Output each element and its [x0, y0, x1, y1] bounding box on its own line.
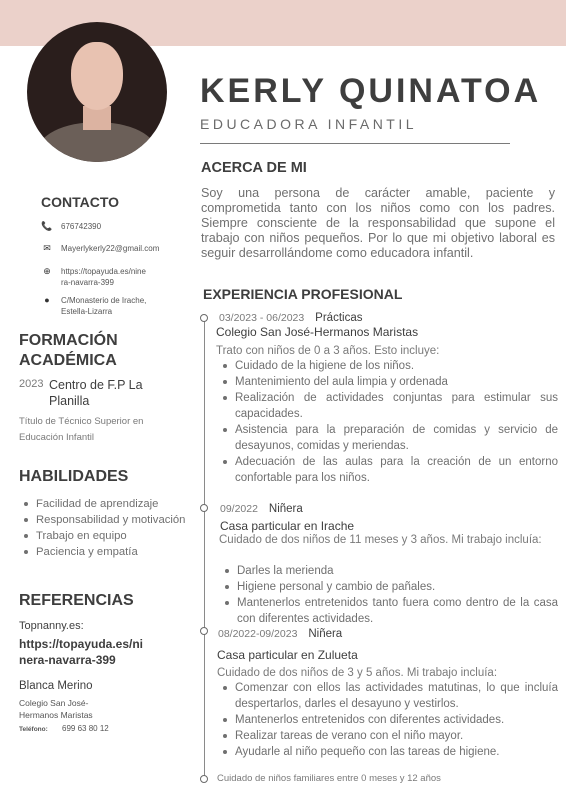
timeline-dot: [200, 314, 208, 322]
reference-person: Blanca Merino: [19, 680, 93, 692]
job-task: Cuidado de la higiene de los niños.: [218, 358, 558, 374]
contact-phone-text[interactable]: 676742390: [61, 222, 102, 231]
globe-icon: ⊕: [43, 266, 51, 276]
candidate-name: KERLY QUINATOA: [200, 72, 542, 110]
education-school: [49, 377, 143, 409]
references-link[interactable]: [19, 636, 143, 668]
timeline-line: [204, 318, 205, 780]
reference-org-line2: Hermanos Maristas: [19, 710, 93, 720]
references-heading: REFERENCIAS: [19, 592, 134, 609]
photo-face: [71, 42, 123, 110]
education-degree-line2: Educación Infantil: [19, 432, 94, 443]
job-task: Realizar tareas de verano con el niño mayor.: [218, 728, 558, 744]
contact-address-text: C/Monasterio de Irache, Estella-Lizarra: [61, 296, 147, 316]
job-description: Cuidado de dos niños de 11 meses y 3 años. Mi trabajo incluía:: [219, 534, 542, 546]
job-date: 09/2022: [220, 503, 258, 515]
skills-heading: HABILIDADES: [19, 468, 129, 485]
contact-phone: [41, 221, 101, 232]
job-type: Prácticas: [315, 312, 363, 324]
job-type: Niñera: [268, 503, 303, 515]
timeline-dot: [200, 775, 208, 783]
job-tasks: [220, 563, 558, 627]
reference-phone-label: Teléfono:: [19, 726, 48, 733]
job-type: Niñera: [308, 628, 343, 640]
job-place: Casa particular en Irache: [220, 519, 355, 533]
job-description: Cuidado de dos niños de 3 y 5 años. Mi trabajo incluía:: [217, 667, 498, 679]
job-task: Comenzar con ellos las actividades matutinas, lo que incluía despertarlos, darles el desayuno y vestirlos.: [218, 680, 558, 712]
skill-item: Trabajo en equipo: [19, 528, 209, 544]
job-tasks: [218, 680, 558, 760]
references-link-line1[interactable]: https://topayuda.es/ni: [19, 637, 144, 651]
job-meta: [219, 312, 362, 324]
job-task: Realización de actividades conjuntas para estimular sus capacidades.: [218, 390, 558, 422]
contact-email-text[interactable]: Mayerlykerly22@gmail.com: [61, 244, 160, 253]
job-meta: [220, 503, 303, 515]
job-date: 03/2023 - 06/2023: [219, 312, 305, 324]
skill-item: Facilidad de aprendizaje: [19, 496, 209, 512]
education-heading: [19, 331, 118, 371]
reference-org: [19, 697, 93, 721]
education-school-line1: Centro de F.P La: [49, 378, 143, 392]
reference-phone-number[interactable]: 699 63 80 12: [62, 724, 109, 733]
reference-org-line1: Colegio San José-: [19, 698, 89, 708]
location-icon: ●: [44, 295, 50, 305]
job-task: Ayudarle al niño pequeño con las tareas de higiene.: [218, 744, 558, 760]
references-link-line2[interactable]: nera-navarra-399: [19, 653, 116, 667]
education-degree-line1: Título de Técnico Superior en: [19, 416, 144, 427]
contact-email: [41, 243, 159, 254]
contact-website: [41, 266, 146, 288]
job-meta: [218, 628, 342, 640]
contact-website-text[interactable]: https://topayuda.es/nine ra-navarra-399: [61, 267, 146, 287]
about-text: Soy una persona de carácter amable, paciente y comprometida tanto con los niños como con los padres. Siempre consciente de la responsabilidad que supone el trabajo con niños pequeños. Por lo que mi objetivo laboral es seguir desarrollándome como educadora infantil.: [201, 186, 555, 260]
mail-icon: ✉: [43, 243, 51, 253]
job-task: Mantenerlos entretenidos con diferentes actividades.: [218, 712, 558, 728]
references-label: Topnanny.es:: [19, 620, 84, 632]
phone-icon: 📞: [41, 221, 53, 231]
job-description: Trato con niños de 0 a 3 años. Esto incluye:: [216, 345, 440, 357]
about-heading: ACERCA DE MI: [201, 160, 307, 176]
timeline-dot: [200, 504, 208, 512]
skill-item: Paciencia y empatía: [19, 544, 209, 560]
job-task: Higiene personal y cambio de pañales.: [220, 579, 558, 595]
education-heading-line2: ACADÉMICA: [19, 352, 117, 369]
education-heading-line1: FORMACIÓN: [19, 332, 118, 349]
experience-heading: EXPERIENCIA PROFESIONAL: [203, 286, 403, 302]
job-tasks: [218, 358, 558, 486]
job-place: Colegio San José-Hermanos Maristas: [216, 325, 419, 339]
education-year: 2023: [19, 378, 44, 390]
skills-list: [19, 496, 209, 560]
timeline-dot: [200, 627, 208, 635]
name-divider: [200, 143, 510, 144]
job-task: Mantenerlos entretenidos tanto fuera como dentro de la casa con diferentes actividades.: [220, 595, 558, 627]
contact-heading: CONTACTO: [41, 194, 120, 210]
job-task: Adecuación de las aulas para la creación de un entorno confortable para los niños.: [218, 454, 558, 486]
job-place: Casa particular en Zulueta: [217, 648, 358, 662]
job-task: Mantenimiento del aula limpia y ordenada: [218, 374, 558, 390]
job-date: 08/2022-09/2023: [218, 628, 298, 640]
education-school-line2: Planilla: [49, 394, 90, 408]
experience-footer: Cuidado de niños familiares entre 0 meses y 12 años: [217, 773, 441, 784]
job-task: Asistencia para la preparación de comidas y servicio de desayunos, comidas y meriendas.: [218, 422, 558, 454]
reference-phone: [19, 724, 109, 733]
contact-address: [41, 295, 146, 317]
profile-photo: [27, 22, 167, 162]
skill-item: Responsabilidad y motivación: [19, 512, 209, 528]
education-degree: [19, 414, 143, 446]
candidate-role: EDUCADORA INFANTIL: [200, 116, 418, 132]
job-task: Darles la merienda: [220, 563, 558, 579]
